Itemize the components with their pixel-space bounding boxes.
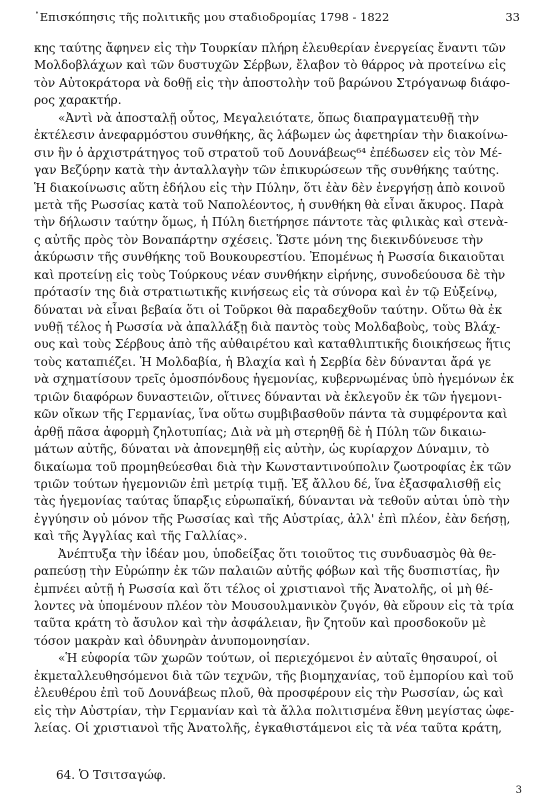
text-line: ους καὶ τοὺς Σέρβους ἀπὸ τῆς αὐθαιρέτου καὶ καταθλιπτικῆς διοικήσεως ἥτις [34, 337, 511, 352]
body-text [34, 40, 514, 738]
text-line: καὶ τῆς Ἀγγλίας καὶ τῆς Γαλλίας». [34, 529, 248, 544]
running-header [34, 9, 534, 25]
text-line: ρος χαρακτήρ. [34, 93, 122, 108]
text-line: τὴν δήλωσιν ταύτην ὅμως, ἡ Πύλη διετήρησε πάντοτε τὰς φιλικὰς καὶ στενὰ- [34, 215, 508, 230]
text-line: ς αὐτῆς πρὸς τὸν Βοναπάρτην σχέσεις. Ὥστε μόνη της διεκινδύνευσε τὴν [34, 232, 484, 247]
text-line: ἐμπνέει αὐτῇ ἡ Ρωσσία καὶ ὅτι τέλος οἱ χριστιανοὶ τῆς Ἀνατολῆς, οἱ μὴ θέ- [34, 581, 493, 596]
footnote: 64. Ὁ Τσιτσαγώφ. [56, 768, 167, 782]
text-line: δύναται νὰ εἶναι βεβαία ὅτι οἱ Τοῦρκοι θὰ παραδεχθοῦν ταύτην. Οὕτω θὰ ἐκ [34, 302, 503, 317]
text-line: τὰς ἡγεμονίας ταύτας ὕπαρξις εὐρωπαϊκή, δύνανται νὰ τεθοῦν αὐται ὑπὸ τὴν [34, 494, 510, 509]
text-line: ἀκύρωσιν τῆς συνθήκης τοῦ Βουκουρεστίου. Ἐπομένως ἡ Ρωσσία δικαιοῦται [34, 250, 505, 265]
text-line: Ἡ διακοίνωσις αὕτη ἐδήλου εἰς τὴν Πύλην, ὅτι ἐὰν δὲν ἐνεργήσῃ ἀπὸ κοινοῦ [34, 180, 506, 195]
text-line: ταῦτα κράτη τὸ ἄσυλον καὶ τὴν ἀσφάλειαν, ἣν ζητοῦν καὶ προσδοκοῦν μὲ [34, 616, 487, 631]
running-title: ᾽Επισκόπησις τῆς πολιτικῆς μου σταδιοδρομίας 1798 - 1822 [34, 10, 390, 24]
text-line: ἐλευθέρου ἐπὶ τοῦ Δουνάβεως πλοῦ, θὰ προσφέρουν εἰς τὴν Ρωσσίαν, ὡς καὶ [34, 686, 504, 701]
text-line: ἐκμεταλλευθησόμενοι διὰ τῶν τεχνῶν, τῆς βιομηχανίας, τοῦ ἐμπορίου καὶ τοῦ [34, 668, 514, 683]
text-line: «Ἡ εὐφορία τῶν χωρῶν τούτων, οἱ περιεχόμενοι ἐν αὐταῖς θησαυροί, οἱ [58, 651, 498, 666]
text-line: δικαίωμα τοῦ προμηθεύεσθαι διὰ τὴν Κωνσταντινούπολιν ζωοτροφίας ἐκ τῶν [34, 459, 512, 474]
text-line: κης ταύτης ἄφηνεν εἰς τὴν Τουρκίαν πλήρη ἐλευθερίαν ἐνεργείας ἔναντι τῶν [34, 41, 506, 55]
text-line: Μολδοβλάχων καὶ τῶν δυστυχῶν Σέρβων, ἔλαβον τὸ θάρρος νὰ προτείνω εἰς [34, 58, 507, 73]
text-line: λοντες νὰ ὑπομένουν πλέον τὸν Μουσουλμανικὸν ζυγόν, θὰ εὕρουν εἰς τὰ τρία [34, 599, 514, 613]
text-line: ραπεύσῃ τὴν Εὐρώπην ἐκ τῶν παλαιῶν αὐτῆς φόβων καὶ τῆς δυσπιστίας, ἣν [34, 564, 500, 579]
text-line: μετὰ τῆς Ρωσσίας κατὰ τοῦ Ναπολέοντος, ἡ συνθήκη θὰ εἶναι ἄκυρος. Παρὰ [34, 197, 504, 212]
text-line: γαν Βεζύρην κατὰ τὴν ἀνταλλαγὴν τῶν ἐπικυρώσεων τῆς συνθήκης ταύτης. [34, 163, 500, 178]
text-line: πρότασίν της διὰ στρατιωτικῆς κινήσεως εἰς τὰ σύνορα καὶ ἐν τῷ Εὐξείνῳ, [34, 285, 498, 300]
text-line: «Ἀντὶ νὰ ἀποσταλῇ οὗτος, Μεγαλειότατε, ὅπως διαπραγματευθῇ τὴν [58, 110, 480, 125]
text-line: νυθῇ τέλος ἡ Ρωσσία νὰ ἀπαλλάξῃ διὰ παντὸς τοὺς Μολδαβοὺς, τοὺς Βλάχ- [34, 320, 501, 334]
text-line: τὸν Αὐτοκράτορα νὰ δοθῇ εἰς τὴν ἀποστολὴν τοῦ βαρώνου Στρόγανωφ διάφο- [34, 75, 510, 90]
text-line: τριῶν διαφόρων δυναστειῶν, οἵτινες δύνανται νὰ ἐκλεγοῦν ἐκ τῶν ἡγεμονι- [34, 389, 502, 404]
text-line: Ἀνέπτυξα τὴν ἰδέαν μου, ὑποδείξας ὅτι τοιοῦτος τις συνδυασμὸς θὰ θε- [58, 546, 497, 561]
text-line: λείας. Οἱ χριστιανοὶ τῆς Ἀνατολῆς, ἐγκαθιστάμενοι εἰς τὰ νέα ταῦτα κράτη, [34, 721, 502, 736]
text-line: τριῶν τούτων ἡγεμονιῶν ἐπὶ μετρίᾳ τιμῇ. Ἐξ ἄλλου δέ, ἵνα ἐξασφαλισθῇ εἰς [34, 476, 502, 491]
text-line: νὰ σχηματίσουν τρεῖς ὁμοσπόνδους ἡγεμονίας, κυβερνωμένας ὑπὸ ἡγεμόνων ἐκ [34, 372, 514, 387]
text-line: ἀρθῇ πᾶσα ἀφορμὴ ζηλοτυπίας; Διὰ νὰ μὴ στερηθῇ δὲ ἡ Πύλη τῶν δικαιω- [34, 424, 487, 439]
signature-mark: 3 [515, 785, 522, 796]
text-line: μάτων αὐτῆς, δύναται νὰ ἀπονεμηθῇ εἰς αὐτὴν, ὡς κυρίαρχον Δύναμιν, τὸ [34, 442, 490, 457]
text-line: τόσον μακρὰν καὶ ὀδυνηρὰν ἀνυπομονησίαν. [34, 633, 311, 648]
text-line: κῶν οἴκων τῆς Γερμανίας, ἵνα οὕτω συμβιβασθοῦν πάντα τὰ συμφέροντα καὶ [34, 407, 508, 422]
text-line: ἐκτέλεσιν ἀνεφαρμόστου συνθήκης, ἂς λάβωμεν ὡς ἀφετηρίαν τὴν διακοίνω- [34, 128, 508, 143]
text-line: καὶ προτείνῃ εἰς τοὺς Τούρκους νέαν συνθήκην εἰρήνης, συνοδεύουσα δὲ τὴν [34, 267, 506, 282]
text-line: τοὺς καταπιέζει. Ἡ Μολδαβία, ἡ Βλαχία καὶ ἡ Σερβία δὲν δύνανται ἄρά γε [34, 354, 492, 369]
text-line: ἐγγύησιν οὐ μόνον τῆς Ρωσσίας καὶ τῆς Αὐστρίας, ἀλλ' ἐπὶ πλέον, ἐὰν δεήσῃ, [34, 511, 511, 526]
page-number: 33 [505, 10, 520, 24]
text-line: εἰς τὴν Αὐστρίαν, τὴν Γερμανίαν καὶ τὰ ἄλλα πολιτισμένα ἔθνη μεγίστας ὠφε- [34, 703, 514, 718]
text-line: σιν ἣν ὁ ἀρχιστράτηγος τοῦ στρατοῦ τοῦ Δουνάβεως⁶⁴ ἐπέδωσεν εἰς τὸν Μέ- [34, 145, 502, 160]
